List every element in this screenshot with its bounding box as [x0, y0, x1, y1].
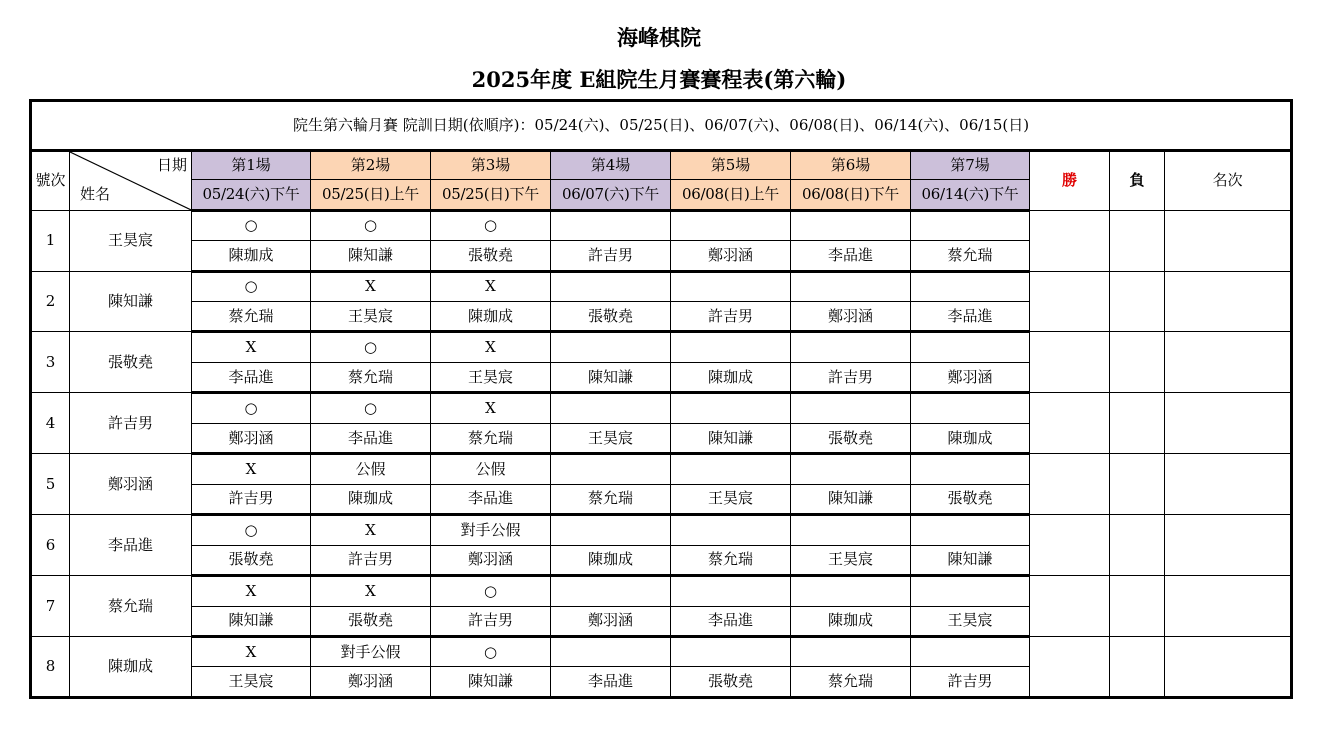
win-cell — [1030, 393, 1110, 454]
opponent-name: 許吉男 — [311, 545, 431, 575]
player-number: 1 — [31, 210, 70, 271]
page-subtitle: 2025年度 E組院生月賽賽程表(第六輪) — [471, 67, 847, 92]
player-row — [31, 332, 1292, 362]
game-result — [791, 210, 911, 240]
player-name: 鄭羽涵 — [70, 454, 192, 515]
game-date-7: 06/14(六)下午 — [911, 180, 1030, 210]
player-row — [31, 515, 1292, 545]
player-number: 4 — [31, 393, 70, 454]
opponent-name: 李品進 — [431, 484, 551, 514]
opponent-name: 許吉男 — [192, 484, 311, 514]
rank-cell — [1165, 210, 1292, 271]
opponent-name: 張敬堯 — [791, 423, 911, 453]
win-cell — [1030, 576, 1110, 637]
game-result — [671, 332, 791, 362]
player-row — [31, 271, 1292, 301]
win-cell — [1030, 515, 1110, 576]
game-result: 公假 — [431, 454, 551, 484]
game-result — [911, 271, 1030, 301]
opponent-name: 陳珈成 — [791, 606, 911, 636]
game-date-3: 05/25(日)下午 — [431, 180, 551, 210]
game-result — [671, 210, 791, 240]
game-header-4: 第4場 — [551, 150, 671, 179]
rank-cell — [1165, 454, 1292, 515]
opponent-name: 許吉男 — [671, 302, 791, 332]
opponent-name: 陳知謙 — [431, 667, 551, 698]
game-result: X — [431, 271, 551, 301]
game-result: X — [192, 576, 311, 606]
opponent-name: 王昊宸 — [911, 606, 1030, 636]
game-header-5: 第5場 — [671, 150, 791, 179]
game-result: 對手公假 — [311, 636, 431, 666]
header-number: 號次 — [31, 150, 70, 210]
game-result — [671, 454, 791, 484]
game-result — [671, 576, 791, 606]
player-name: 張敬堯 — [70, 332, 192, 393]
player-name: 許吉男 — [70, 393, 192, 454]
player-row — [31, 393, 1292, 423]
opponent-name: 張敬堯 — [431, 241, 551, 271]
game-date-2: 05/25(日)上午 — [311, 180, 431, 210]
player-number: 8 — [31, 636, 70, 697]
opponent-name: 張敬堯 — [311, 606, 431, 636]
game-result — [911, 576, 1030, 606]
player-row — [31, 210, 1292, 240]
game-result: ○ — [431, 636, 551, 666]
game-result: ○ — [192, 515, 311, 545]
win-header: 勝 — [1030, 150, 1110, 210]
opponent-name: 王昊宸 — [311, 302, 431, 332]
opponent-name: 陳珈成 — [551, 545, 671, 575]
game-date-6: 06/08(日)下午 — [791, 180, 911, 210]
opponent-name: 蔡允瑞 — [431, 423, 551, 453]
game-result — [911, 636, 1030, 666]
game-result: ○ — [192, 393, 311, 423]
opponent-name: 李品進 — [791, 241, 911, 271]
opponent-name: 王昊宸 — [192, 667, 311, 698]
opponent-name: 張敬堯 — [671, 667, 791, 698]
opponent-name: 鄭羽涵 — [791, 302, 911, 332]
game-result — [551, 210, 671, 240]
opponent-name: 許吉男 — [551, 241, 671, 271]
game-result — [551, 576, 671, 606]
header-name-label: 姓名 — [80, 184, 111, 203]
opponent-name: 陳珈成 — [431, 302, 551, 332]
player-name: 蔡允瑞 — [70, 576, 192, 637]
game-result — [551, 515, 671, 545]
game-result: 對手公假 — [431, 515, 551, 545]
lose-cell — [1110, 332, 1165, 393]
rank-cell — [1165, 515, 1292, 576]
opponent-name: 張敬堯 — [911, 484, 1030, 514]
header-date-name — [70, 150, 192, 210]
page-title: 海峰棋院 — [617, 25, 701, 50]
opponent-name: 鄭羽涵 — [192, 423, 311, 453]
player-name: 王昊宸 — [70, 210, 192, 271]
player-name: 陳知謙 — [70, 271, 192, 332]
opponent-name: 蔡允瑞 — [551, 484, 671, 514]
opponent-name: 蔡允瑞 — [911, 241, 1030, 271]
opponent-name: 陳珈成 — [192, 241, 311, 271]
opponent-name: 鄭羽涵 — [431, 545, 551, 575]
win-cell — [1030, 271, 1110, 332]
game-result — [791, 271, 911, 301]
game-result: X — [192, 332, 311, 362]
opponent-name: 陳珈成 — [311, 484, 431, 514]
game-result: X — [311, 271, 431, 301]
game-header-3: 第3場 — [431, 150, 551, 179]
game-header-2: 第2場 — [311, 150, 431, 179]
win-cell — [1030, 332, 1110, 393]
game-result — [671, 636, 791, 666]
game-result — [791, 454, 911, 484]
opponent-name: 李品進 — [911, 302, 1030, 332]
game-result: X — [192, 454, 311, 484]
game-result — [791, 576, 911, 606]
game-result — [911, 393, 1030, 423]
game-result — [671, 393, 791, 423]
player-number: 6 — [31, 515, 70, 576]
win-cell — [1030, 454, 1110, 515]
game-result — [911, 454, 1030, 484]
game-date-4: 06/07(六)下午 — [551, 180, 671, 210]
lose-cell — [1110, 393, 1165, 454]
opponent-name: 鄭羽涵 — [311, 667, 431, 698]
opponent-name: 張敬堯 — [551, 302, 671, 332]
rank-cell — [1165, 393, 1292, 454]
opponent-name: 張敬堯 — [192, 545, 311, 575]
player-row — [31, 576, 1292, 606]
lose-header: 負 — [1110, 150, 1165, 210]
game-result — [671, 515, 791, 545]
game-header-1: 第1場 — [192, 150, 311, 179]
player-name: 陳珈成 — [70, 636, 192, 697]
opponent-name: 許吉男 — [791, 362, 911, 392]
game-result: ○ — [311, 393, 431, 423]
game-result — [791, 515, 911, 545]
opponent-name: 王昊宸 — [671, 484, 791, 514]
lose-cell — [1110, 454, 1165, 515]
game-result: ○ — [311, 210, 431, 240]
player-number: 2 — [31, 271, 70, 332]
game-result: X — [192, 636, 311, 666]
opponent-name: 李品進 — [311, 423, 431, 453]
opponent-name: 王昊宸 — [551, 423, 671, 453]
opponent-name: 鄭羽涵 — [911, 362, 1030, 392]
rank-cell — [1165, 636, 1292, 697]
rank-cell — [1165, 332, 1292, 393]
schedule-info: 院生第六輪月賽 院訓日期(依順序)：05/24(六)、05/25(日)、06/07(六)、06/08(日)、06/14(六)、06/15(日) — [31, 101, 1292, 151]
game-result: X — [431, 393, 551, 423]
player-number: 7 — [31, 576, 70, 637]
player-row — [31, 454, 1292, 484]
game-result — [671, 271, 791, 301]
opponent-name: 陳知謙 — [671, 423, 791, 453]
game-result — [551, 271, 671, 301]
rank-cell — [1165, 576, 1292, 637]
opponent-name: 陳知謙 — [551, 362, 671, 392]
game-result: ○ — [431, 576, 551, 606]
game-result: X — [311, 576, 431, 606]
lose-cell — [1110, 576, 1165, 637]
win-cell — [1030, 210, 1110, 271]
player-name: 李品進 — [70, 515, 192, 576]
game-result — [791, 332, 911, 362]
opponent-name: 許吉男 — [431, 606, 551, 636]
header-date-label: 日期 — [156, 155, 187, 174]
game-result — [791, 393, 911, 423]
game-date-1: 05/24(六)下午 — [192, 180, 311, 210]
lose-cell — [1110, 210, 1165, 271]
opponent-name: 蔡允瑞 — [671, 545, 791, 575]
opponent-name: 鄭羽涵 — [671, 241, 791, 271]
opponent-name: 李品進 — [551, 667, 671, 698]
game-result — [551, 454, 671, 484]
rank-header: 名次 — [1165, 150, 1292, 210]
opponent-name: 李品進 — [192, 362, 311, 392]
lose-cell — [1110, 271, 1165, 332]
opponent-name: 陳珈成 — [671, 362, 791, 392]
schedule-table — [29, 99, 1293, 699]
lose-cell — [1110, 636, 1165, 697]
opponent-name: 陳知謙 — [791, 484, 911, 514]
opponent-name: 李品進 — [671, 606, 791, 636]
game-result: ○ — [311, 332, 431, 362]
player-number: 5 — [31, 454, 70, 515]
opponent-name: 陳知謙 — [311, 241, 431, 271]
game-result: X — [311, 515, 431, 545]
game-result — [551, 332, 671, 362]
opponent-name: 蔡允瑞 — [311, 362, 431, 392]
opponent-name: 陳知謙 — [911, 545, 1030, 575]
game-date-5: 06/08(日)上午 — [671, 180, 791, 210]
game-header-6: 第6場 — [791, 150, 911, 179]
lose-cell — [1110, 515, 1165, 576]
game-result: ○ — [431, 210, 551, 240]
opponent-name: 鄭羽涵 — [551, 606, 671, 636]
game-result: 公假 — [311, 454, 431, 484]
game-header-7: 第7場 — [911, 150, 1030, 179]
game-result — [551, 393, 671, 423]
opponent-name: 陳知謙 — [192, 606, 311, 636]
player-number: 3 — [31, 332, 70, 393]
opponent-name: 陳珈成 — [911, 423, 1030, 453]
rank-cell — [1165, 271, 1292, 332]
opponent-name: 蔡允瑞 — [192, 302, 311, 332]
game-result — [911, 515, 1030, 545]
game-result: ○ — [192, 210, 311, 240]
win-cell — [1030, 636, 1110, 697]
opponent-name: 許吉男 — [911, 667, 1030, 698]
game-result: X — [431, 332, 551, 362]
game-result — [791, 636, 911, 666]
game-result: ○ — [192, 271, 311, 301]
game-result — [911, 210, 1030, 240]
player-row — [31, 636, 1292, 666]
game-result — [911, 332, 1030, 362]
opponent-name: 蔡允瑞 — [791, 667, 911, 698]
game-result — [551, 636, 671, 666]
opponent-name: 王昊宸 — [431, 362, 551, 392]
opponent-name: 王昊宸 — [791, 545, 911, 575]
